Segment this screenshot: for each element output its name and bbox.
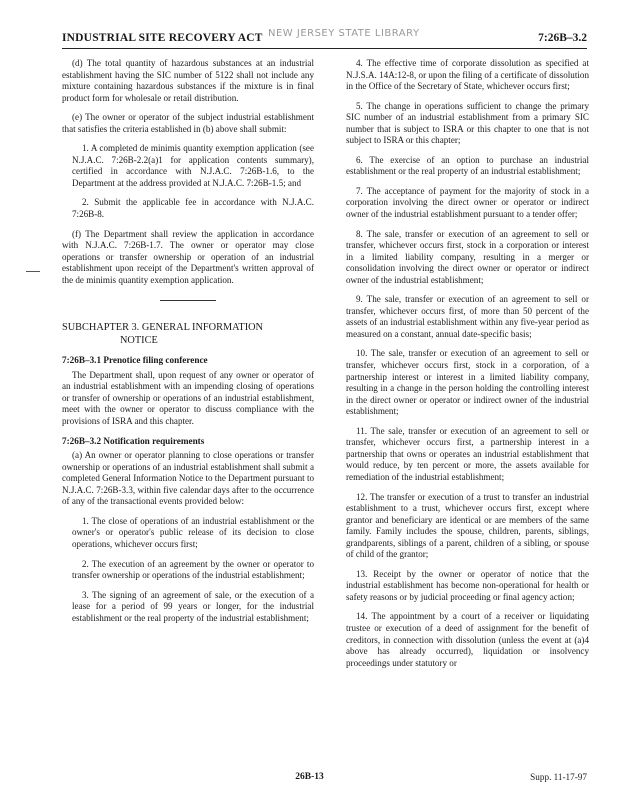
subchapter-heading-line2: NOTICE [120, 335, 158, 347]
section-divider [160, 300, 216, 301]
paragraph-a1: 1. The close of operations of an industrial establishment or the owner's or operator's public release of its decision to close operations, whichever occurs first; [72, 515, 314, 549]
page-number: 26B-13 [295, 772, 324, 782]
paragraph-3-2-a: (a) An owner or operator planning to close operations or transfer ownership or operations of an industrial establishment shall submit a completed General Information Notice to the Department pursuant to N.J.A.C. 7:26B-3.3, within five calendar days after to the occurrence of any of the transactional events provided below: [62, 450, 315, 507]
section-3-1-heading: 7:26B–3.1 Prenotice filing conference [62, 355, 208, 366]
section-3-2-heading: 7:26B–3.2 Notification requirements [62, 435, 205, 446]
paragraph-a8: 8. The sale, transfer or execution of an agreement to sell or transfer, whichever occurs first, stock in a corporation or interest in a limited liability company, resulting in a merger or consolidation involving the direct owner or operator or indirect owner of the industrial establishment; [346, 228, 589, 285]
header-title: INDUSTRIAL SITE RECOVERY ACT [62, 32, 263, 44]
library-stamp: NEW JERSEY STATE LIBRARY [268, 28, 420, 39]
paragraph-a7: 7. The acceptance of payment for the majority of stock in a corporation involving the direct owner or operator or indirect owner of the industrial establishment pursuant to a tender offer; [346, 185, 589, 220]
paragraph-a10: 10. The sale, transfer or execution of an agreement to sell or transfer, whichever occurs first, stock in a corporation, of a partnership interest or interest in a limited liability company, resulting in a change in the person holding the controlling interest in the direct owner or operator or indirect owner of the industrial establishment; [346, 348, 589, 417]
paragraph-f: (f) The Department shall review the application in accordance with N.J.A.C. 7:26B-1.7. The owner or operator may close operations or transfer ownership or operation of an industrial establishment upon receipt of the Department's written approval of the de minimis quantity exemption application. [62, 228, 314, 285]
right-column [336, 58, 589, 677]
paragraph-a11: 11. The sale, transfer or execution of an agreement to sell or transfer, whichever occurs first, a partnership interest in a partnership that owns or operates an industrial establishment that would reduce, by ten percent or more, the assets available for remediation of the industrial establishment; [346, 425, 589, 482]
paragraph-a12: 12. The transfer or execution of a trust to transfer an industrial establishment to a trust, whichever occurs first, except where grantor and beneficiary are identical or are members of the same family. Family includes the spouse, children, parents, siblings, grandparents, siblings of a parent, children of a sibling, or spouse of child of the grantor; [346, 491, 589, 560]
paragraph-a13: 13. Receipt by the owner or operator of notice that the industrial establishment has become non-operational for health or safety reasons or by judicial proceeding or final agency action; [346, 568, 589, 602]
paragraph-a2: 2. The execution of an agreement by the owner or operator to transfer ownership or operations of the industrial establishment; [72, 558, 314, 581]
paragraph-e1: 1. A completed de minimis quantity exemption application (see N.J.A.C. 7:26B-2.2(a)1 for application contents summary), certified in accordance with N.J.A.C. 7:26B-1.6, to the Department at the address provided at N.J.A.C. 7:26B-1.5; and [72, 143, 314, 188]
subchapter-heading-line1: SUBCHAPTER 3. GENERAL INFORMATION [62, 322, 263, 334]
paragraph-a4: 4. The effective time of corporate dissolution as specified at N.J.S.A. 14A:12-8, or upon the filing of a certificate of dissolution in the Office of the Secretary of State, whichever occurs first; [346, 58, 589, 92]
paragraph-d: (d) The total quantity of hazardous substances at an industrial establishment having the SIC number of 5122 shall not include any mixture containing hazardous substances if the mixture is in final product form for wholesale or retail distribution. [62, 58, 314, 103]
paragraph-a14: 14. The appointment by a court of a receiver or liquidating trustee or execution of a deed of assignment for the benefit of creditors, in connection with dissolution (unless the event at (a)4 above has already occurred), liquidation or insolvency proceedings under statutory or [346, 611, 589, 668]
section-3-1-text: The Department shall, upon request of any owner or operator of an industrial establishment with an impending closing of operations or transfer of ownership or operations of an industrial establishment, meet with the owner or operator to discuss compliance with the provisions of ISRA and this chapter. [62, 369, 314, 427]
left-column [62, 58, 314, 632]
paragraph-a9: 9. The sale, transfer or execution of an agreement to sell or transfer, whichever occurs first, of more than 50 percent of the assets of an industrial establishment within any five-year period as measured on a constant, annual date-specific basis; [346, 294, 589, 339]
subchapter-heading [62, 321, 314, 347]
paragraph-e2: 2. Submit the applicable fee in accordance with N.J.A.C. 7:26B-8. [72, 197, 314, 220]
header-section-number: 7:26B–3.2 [538, 32, 587, 44]
paragraph-a3: 3. The signing of an agreement of sale, or the execution of a lease for a period of 99 years or longer, for the industrial establishment or the real property of the industrial establishment; [72, 589, 314, 623]
paragraph-a6: 6. The exercise of an option to purchase an industrial establishment or the real property of an industrial establishment; [346, 154, 589, 177]
running-header [62, 28, 587, 49]
margin-mark [26, 271, 40, 272]
supplement-date: Supp. 11-17-97 [530, 772, 587, 782]
paragraph-e: (e) The owner or operator of the subject industrial establishment that satisfies the criteria established in (b) above shall submit: [62, 112, 314, 134]
paragraph-a5: 5. The change in operations sufficient to change the primary SIC number of an industrial establishment from a primary SIC number that is subject to ISRA or this chapter to one that is not subject to ISRA or this chapter; [346, 100, 589, 146]
